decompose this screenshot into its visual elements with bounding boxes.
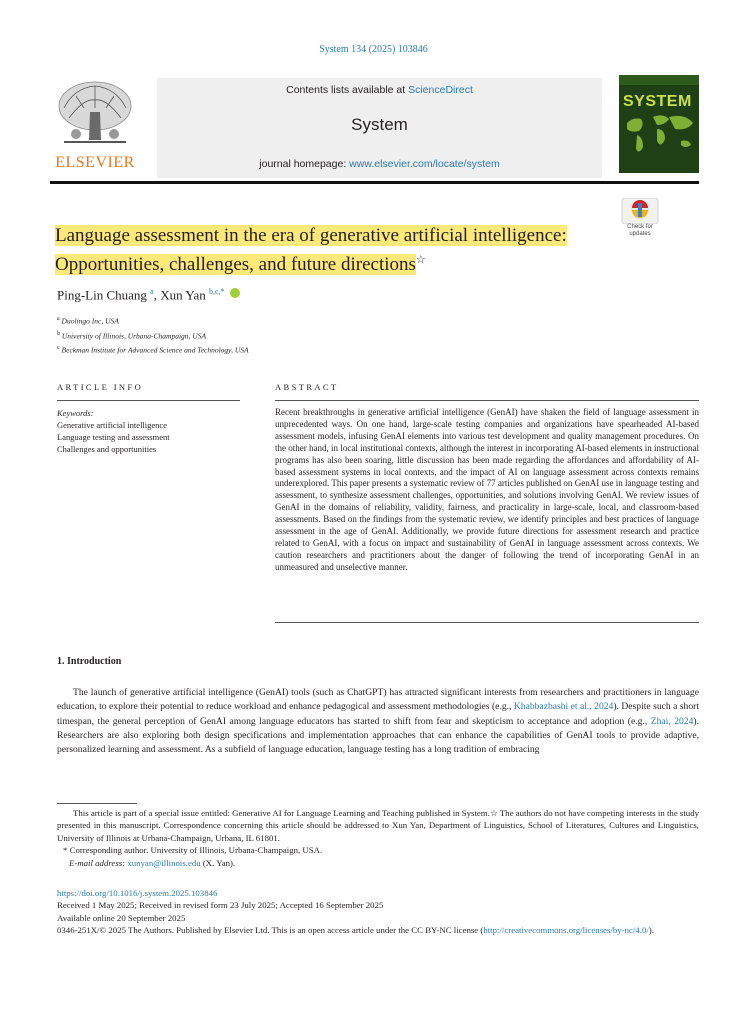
author-affiliation-ref[interactable]: a (150, 287, 154, 296)
footnote-divider (57, 803, 137, 804)
affiliation-label: c (57, 345, 60, 351)
article-info-heading: ARTICLE INFO (57, 382, 144, 392)
license-statement (57, 924, 699, 936)
email-link[interactable]: xunyan@illinois.edu (127, 857, 201, 868)
world-map-icon (619, 75, 699, 173)
keyword-item: Generative artificial intelligence (57, 420, 167, 430)
author-list: Ping-Lin Chuang $^a$, Xun Yan $^{b,c,*}$ (57, 287, 240, 303)
title-footnote-mark[interactable]: ☆ (415, 254, 426, 266)
doi-link[interactable]: https://doi.org/10.1016/j.system.2025.103846 (57, 888, 218, 898)
affiliation-label: a (57, 316, 60, 322)
affiliation-text: University of Illinois, Urbana-Champaign, USA (61, 331, 207, 340)
introduction-paragraph (57, 686, 699, 757)
author-name: Ping-Lin Chuang (57, 287, 147, 303)
article-title-text: Language assessment in the era of generative artificial intelligence: Opportunities, challenges, and future directions (55, 225, 567, 276)
intro-text: ). Researchers are also exploring both design specifications and implementation approaches that can enhance the capabilities of GenAI tools to provide adaptive, personalized learning and assessment. As a subfield of language education, language testing has a long tradition of embracing (57, 715, 699, 756)
crossmark-icon (620, 198, 660, 224)
affiliation-text: Duolingo Inc, USA (61, 316, 119, 326)
header-divider (50, 181, 699, 184)
journal-cover-image[interactable] (619, 75, 699, 173)
license-link[interactable]: http://creativecommons.org/licenses/by-nc/4.0/ (483, 925, 649, 936)
footnotes (57, 807, 699, 869)
check-for-updates-badge[interactable] (620, 198, 660, 238)
journal-homepage-line (157, 158, 602, 170)
intro-text: The launch of generative artificial intelligence (GenAI) tools (such as ChatGPT) has attracted significant interests from researchers and practitioners in language education, to explore their potential to reduce workload and enhance pedagogical and assessment methodologies (e.g., (57, 687, 699, 713)
keywords-block (57, 407, 170, 455)
abstract-text: Recent breakthroughs in generative artificial intelligence (GenAI) have shaken the field of language assessment in unprecedented ways. On one hand, large-scale testing companies and organizations have spearheaded AI-based assessment models, infusing GenAI elements into various test development and quality management procedures. On the other hand, in local institutional contexts, although the interest in incorporating AI-based elements in instructional programs has also been soaring, little discussion has been made regarding the affordances and affordability of AI-based assessment systems in local contexts, and the impact of AI on language assessment across contexts remains underexplored. This paper presents a systematic review of 77 articles published on GenAI use in language testing and assessment, to synthesize assessment challenges, opportunities, and solutions involving GenAI. We review issues of GenAI in the domains of reliability, validity, fairness, and practicality in large-scale, local, and classroom-based assessments. Based on the findings from the systematic review, we identify principles and best practices of language assessment in the age of GenAI. Additionally, we provide future directions for assessment research and practice related to GenAI, with a focus on impact and sustainability of GenAI in language assessment across contexts. We caution researchers and practitioners about the danger of following the trend of incorporating GenAI in an unmeasured and unselective manner. (275, 407, 699, 572)
license-text-end: ). (648, 925, 654, 936)
citation-link[interactable]: Zhai, 2024 (650, 715, 694, 727)
abstract-divider (275, 400, 699, 401)
citation-link[interactable]: Khabbazbashi et al., 2024 (513, 701, 614, 713)
author-affiliation-ref[interactable]: b,c,* (209, 287, 225, 296)
affiliation-label: b (57, 330, 60, 337)
cover-title: SYSTEM (623, 93, 692, 110)
sciencedirect-link[interactable]: ScienceDirect (408, 84, 473, 96)
elsevier-tree-icon (54, 78, 136, 148)
publication-info (57, 887, 699, 937)
affiliations (57, 313, 249, 357)
homepage-prefix: journal homepage: (259, 158, 350, 170)
orcid-icon[interactable] (230, 288, 240, 298)
journal-header-box (157, 78, 602, 178)
author-name: Xun Yan (160, 287, 206, 303)
abstract-heading: ABSTRACT (275, 382, 339, 392)
abstract-bottom-divider (275, 622, 699, 623)
keyword-item: Challenges and opportunities (57, 444, 157, 454)
publisher-logo-text: ELSEVIER (55, 154, 135, 171)
contents-available-line (157, 84, 602, 96)
special-issue-footnote: This article is part of a special issue entitled: Generative AI for Language Learning and Teaching published in System.☆ The authors do not have competing interests in the study presented in this manuscript. Correspondence concerning this article should be addressed to Xun Yan, Department of Linguistics, School of Literatures, Cultures and Linguistics, University of Illinois at Urbana-Champaign, Urbana, IL 61801. (57, 808, 699, 843)
contents-prefix: Contents lists available at (286, 84, 409, 96)
journal-citation[interactable]: System 134 (2025) 103846 (319, 44, 428, 55)
elsevier-logo[interactable] (50, 78, 140, 178)
keyword-item: Language testing and assessment (57, 432, 170, 442)
corresponding-author-note: * Corresponding author. University of Illinois, Urbana-Champaign, USA. (63, 845, 323, 856)
affiliation-item (57, 313, 249, 328)
affiliation-text: Beckman Institute for Advanced Science and Technology, USA (61, 345, 249, 355)
keywords-label: Keywords: (57, 408, 94, 418)
affiliation-item (57, 328, 249, 343)
article-info-divider (57, 400, 240, 401)
email-label: E-mail address: (69, 857, 126, 868)
received-dates: Received 1 May 2025; Received in revised form 23 July 2025; Accepted 16 September 2025 (57, 900, 384, 911)
intro-text: ). Despite such a short timespan, the general perception of GenAI among language educators has started to shift from fear and skepticism to acceptance and adoption (e.g., (57, 701, 700, 727)
email-note (57, 857, 699, 869)
available-online: Available online 20 September 2025 (57, 912, 186, 923)
article-title (55, 224, 615, 277)
license-text: 0346-251X/© 2025 The Authors. Published by Elsevier Ltd. This is an open access article under the CC BY-NC license ( (57, 925, 484, 936)
crossmark-label: Check for updates (627, 224, 653, 237)
journal-homepage-link[interactable]: www.elsevier.com/locate/system (349, 158, 500, 170)
journal-name: System (351, 115, 408, 134)
email-suffix: (X. Yan). (200, 857, 236, 868)
introduction-heading: 1. Introduction (57, 656, 122, 667)
affiliation-item (57, 342, 249, 357)
